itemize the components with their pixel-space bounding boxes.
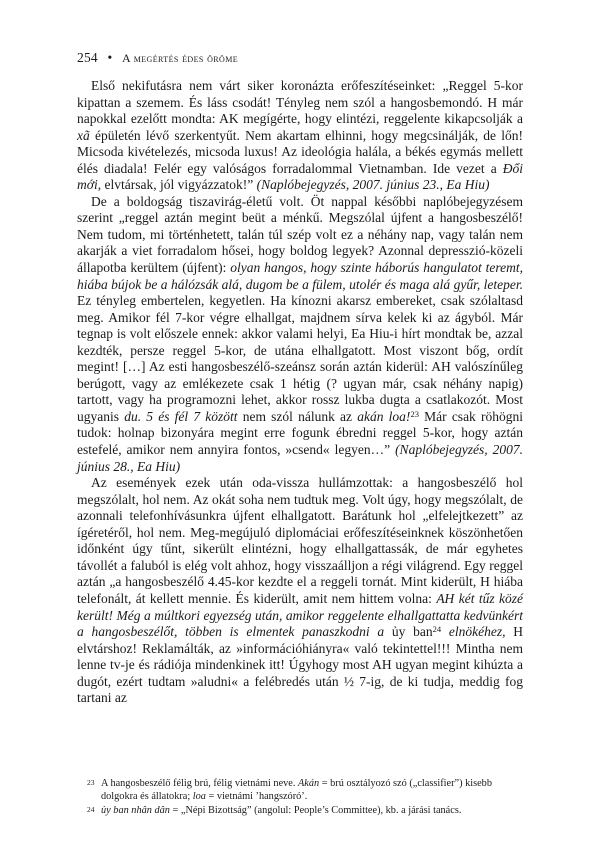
- text-span: Első nekifutásra nem várt siker koronázta erőfeszítéseinket: „Reggel 5-kor kipattan a szemem. És láss csodát! Tényleg nem szól a hangosbemondó. H már napokkal ezelőtt mondta: AK megígérte, hogy elintézi, reggelente kikapcsolják a: [77, 78, 523, 127]
- body-text: [77, 78, 523, 707]
- footnote-number: 24: [87, 805, 95, 814]
- italic-span: olyan hangos, hogy szinte háborús hangulatot teremt, hiába bújok be a hálózsák alá, dugom be a fülem, utolér és maga alá gyűr, leteper.: [77, 260, 523, 292]
- footnote-ref: 24: [432, 624, 442, 635]
- paragraph: [77, 78, 523, 194]
- italic-span: AH két tűz közé került! Még a múltkori egyezség után, amikor reggelente elhallgattatta kedvünkért a hangosbeszélőt, többen is elmentek panaszkodni a: [77, 590, 523, 640]
- footnote-number: 23: [87, 778, 95, 787]
- footnote: [89, 804, 523, 817]
- paragraph: [77, 475, 523, 707]
- text-span: A hangosbeszélő félig brú, félig vietnámi neve.: [101, 778, 299, 789]
- text-span: Már csak röhögni tudok: holnap bizonyára megint erre fogunk ébredni reggel 5-kor, hogy aztán estefelé, amikor nem annyira fontos, »csend« legyen…”: [77, 408, 523, 458]
- paragraph: [77, 194, 523, 475]
- italic-span: Đổi mới,: [77, 160, 523, 193]
- text-span: De a boldogság tiszavirág-életű volt. Öt nappal későbbi naplóbejegyzésem szerint „reggel aztán megint beüt a ménkű. Megszólal újfent a hangosbeszélő! Nem tudom, mi történhetett, talán túl szép volt ez a néhány nap, vagy talán nem akarják a viet forradalom hősei, hogy boldog legyek? Azonnal depresszió-közeli állapotba kerültem (újfent):: [77, 193, 523, 276]
- footnote-ref: 23: [410, 408, 419, 419]
- italic-span: Akán: [298, 778, 320, 789]
- text-span: Ez tényleg embertelen, kegyetlen. Ha kínozni akarsz embereket, csak szólaltasd meg. Amikor fél 7-kor végre elhallgat, majdnem sírva kelek ki az ágyból. Már tegnap is volt előszele ennek: akkor valami helyi, Ea Hiu-i hírt mondtak be, azzal kezdték, persze reggel 5-kor, de utána elhallgatott. Most viszont bőg, ordít megint! […] Az esti hangosbeszélő-szeánsz során aztán kiderül: AH valószínűleg berúgott, vagy az emlékezete csak 1 hétig (? ugyan már, csak néhány napig) tartott, vagy ha programozni lehet, akkor rossz lukba dugta a csatlakozót. Most ugyanis: [77, 293, 523, 424]
- text-span: épületén lévő szerkentyűt. Nem akartam elhinni, hogy megcsinálják, de lőn! Micsoda kivételezés, micsoda luxus! Az ideológia halála, a békés egymás mellett élés diadala! Felér egy valóságos forradalommal Vietnamban. Ide vezet a: [77, 127, 523, 176]
- italic-span: (Naplóbejegyzés, 2007. június 28., Ea Hiu): [77, 442, 523, 474]
- footnote-text: [101, 778, 492, 802]
- running-title: A megértés édes öröme: [121, 51, 238, 65]
- italic-span: du. 5 és fél 7 között: [124, 408, 238, 424]
- text-span: = „Népi Bizottság” (angolul: People’s Committee), kb. a járási tanács.: [169, 805, 462, 816]
- footnotes: [89, 777, 523, 818]
- italic-span: ủy ban nhân dân: [101, 805, 170, 816]
- page-number: 254: [77, 50, 98, 65]
- text-span: H elvtárshoz! Reklamálták, az »információhiányra« való tekintettel!!! Mintha nem lenne tv-je és rádiója mindenkinek itt! Úgyhogy most AH ugyan megint kihúzta a dugót, ezért tudtam »aludni« a felébredés után ½ 7-ig, de ki tudja, meddig fog tartani az: [77, 624, 524, 706]
- text-span: = vietnámi ’hangszóró’.: [205, 791, 308, 802]
- italic-span: akán loa!: [357, 408, 411, 424]
- text-span: ủy ban: [384, 624, 433, 640]
- footnote: [89, 777, 523, 803]
- italic-span: xã: [77, 127, 90, 143]
- text-span: nem szól nálunk az: [237, 408, 358, 424]
- italic-span: elnökéhez,: [441, 624, 506, 640]
- italic-span: (Naplóbejegyzés, 2007. június 23., Ea Hiu): [256, 177, 490, 193]
- text-span: elvtársak, jól vigyázzatok!”: [101, 177, 257, 193]
- text-span: = brú osztályozó szó („classifier”) kisebb dolgokra és állatokra;: [101, 778, 492, 802]
- italic-span: loa: [192, 791, 206, 802]
- header-bullet: •: [107, 50, 113, 65]
- text-span: Az események ezek után oda-vissza hullámzottak: a hangosbeszélő hol megszólalt, hol nem. Az okát soha nem tudtuk meg. Volt úgy, hogy megszólalt, de azonnali telefonhívásunkra újfent elhallgatott. Barátunk hol „elfelejtkezett” az ígéretéről, hol nem. Meg-megújuló diplomáciai erőfeszítéseinknek köszönhetően időnként úgy tűnt, sikerült elintézni, hogy elhallgattassák, de már egyhetes távollét a faluból is elég volt ahhoz, hogy visszaálljon a régi világrend. Egy reggel aztán „a hangosbeszélő 4.45-kor kezdte el a reggeli tornát. Mint kiderült, H hiába telefonált, át kellett mennie. És kiderült, amit nem hittem volna:: [77, 475, 523, 606]
- running-header: [77, 50, 238, 66]
- footnote-text: [101, 805, 461, 816]
